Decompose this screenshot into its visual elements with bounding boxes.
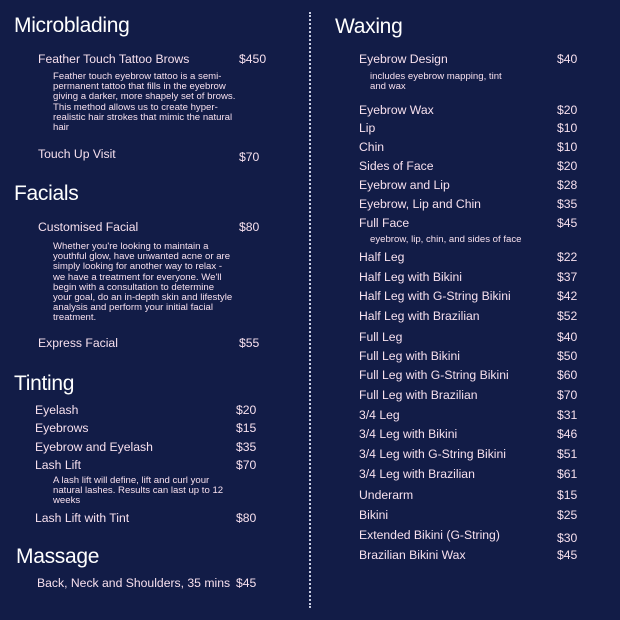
service-name: Full Leg with Bikini: [359, 349, 460, 363]
service-name: Eyebrow Wax: [359, 103, 434, 117]
service-price: $10: [557, 121, 578, 135]
service-price: $25: [557, 508, 578, 522]
service-price: $70: [239, 150, 260, 164]
service-name: 3/4 Leg with Brazilian: [359, 467, 475, 481]
service-price: $28: [557, 178, 578, 192]
section-heading-tinting: Tinting: [14, 372, 75, 395]
service-name: 3/4 Leg with G-String Bikini: [359, 447, 506, 461]
service-name: Half Leg: [359, 250, 405, 264]
section-heading-waxing: Waxing: [335, 15, 403, 38]
service-name: Touch Up Visit: [38, 147, 116, 161]
service-price: $15: [557, 488, 578, 502]
service-price: $30: [557, 531, 578, 545]
service-price: $40: [557, 52, 578, 66]
service-name: Eyebrow and Eyelash: [35, 440, 153, 454]
service-price: $37: [557, 270, 578, 284]
service-price: $10: [557, 140, 578, 154]
service-name: Half Leg with Bikini: [359, 270, 462, 284]
section-heading-microblading: Microblading: [14, 14, 130, 37]
service-name: 3/4 Leg: [359, 408, 400, 422]
service-price: $45: [236, 576, 257, 590]
service-price: $80: [239, 220, 260, 234]
service-name: Chin: [359, 140, 385, 154]
column-divider: [309, 12, 311, 608]
service-price: $61: [557, 467, 578, 481]
service-price: $52: [557, 309, 578, 323]
service-price: $450: [239, 52, 267, 66]
section-heading-facials: Facials: [14, 182, 79, 205]
service-name: Eyebrow, Lip and Chin: [359, 197, 481, 211]
service-name: Lip: [359, 121, 376, 135]
service-price: $35: [236, 440, 257, 454]
service-price: $20: [557, 103, 578, 117]
service-name: Bikini: [359, 508, 389, 522]
service-price: $40: [557, 330, 578, 344]
service-price: $35: [557, 197, 578, 211]
service-name: Sides of Face: [359, 159, 434, 173]
section-heading-massage: Massage: [16, 545, 100, 568]
service-name: Half Leg with Brazilian: [359, 309, 480, 323]
service-price: $80: [236, 511, 257, 525]
service-name: Brazilian Bikini Wax: [359, 548, 466, 562]
service-price: $20: [557, 159, 578, 173]
service-name: Eyebrow Design: [359, 52, 448, 66]
service-price: $55: [239, 336, 260, 350]
service-description: eyebrow, lip, chin, and sides of face: [370, 234, 522, 245]
service-name: Eyebrow and Lip: [359, 178, 450, 192]
service-description: includes eyebrow mapping, tint and wax: [370, 71, 502, 93]
service-name: Full Face: [359, 216, 410, 230]
service-price: $45: [557, 548, 578, 562]
service-price: $42: [557, 289, 578, 303]
service-description: A lash lift will define, lift and curl your natural lashes. Results can last up to 12 weeks: [53, 475, 224, 507]
service-price: $70: [236, 458, 257, 472]
service-price: $70: [557, 388, 578, 402]
service-name: Lash Lift: [35, 458, 82, 472]
service-name: Eyebrows: [35, 421, 89, 435]
service-price: $50: [557, 349, 578, 363]
service-price: $15: [236, 421, 257, 435]
service-price: $31: [557, 408, 578, 422]
service-name: Eyelash: [35, 403, 79, 417]
service-price: $51: [557, 447, 578, 461]
service-name: Full Leg with Brazilian: [359, 388, 478, 402]
service-price: $45: [557, 216, 578, 230]
service-description: Whether you're looking to maintain a youthful glow, have unwanted acne or are simply looking for another way to relax - we have a treatment for everyone. We'll begin with a consultation to determine your goal, do an in-depth skin and lifestyle analysis and perform your initial facial treatment.: [53, 241, 233, 324]
service-price: $60: [557, 368, 578, 382]
service-name: Half Leg with G-String Bikini: [359, 289, 511, 303]
service-name: 3/4 Leg with Bikini: [359, 427, 458, 441]
service-price: $20: [236, 403, 257, 417]
service-name: Express Facial: [38, 336, 118, 350]
service-name: Underarm: [359, 488, 414, 502]
service-name: Full Leg: [359, 330, 403, 344]
service-price: $22: [557, 250, 578, 264]
service-name: Customised Facial: [38, 220, 139, 234]
service-name: Full Leg with G-String Bikini: [359, 368, 509, 382]
service-name: Feather Touch Tattoo Brows: [38, 52, 190, 66]
service-name: Extended Bikini (G-String): [359, 528, 500, 542]
service-description: Feather touch eyebrow tattoo is a semi-permanent tattoo that fills in the eyebrow giving a darker, more shapely set of brows. This method allows us to create hyper-realistic hair strokes that mimic the natural hair: [53, 71, 236, 134]
service-name: Lash Lift with Tint: [35, 511, 130, 525]
service-name: Back, Neck and Shoulders, 35 mins: [37, 576, 231, 590]
service-price: $46: [557, 427, 578, 441]
